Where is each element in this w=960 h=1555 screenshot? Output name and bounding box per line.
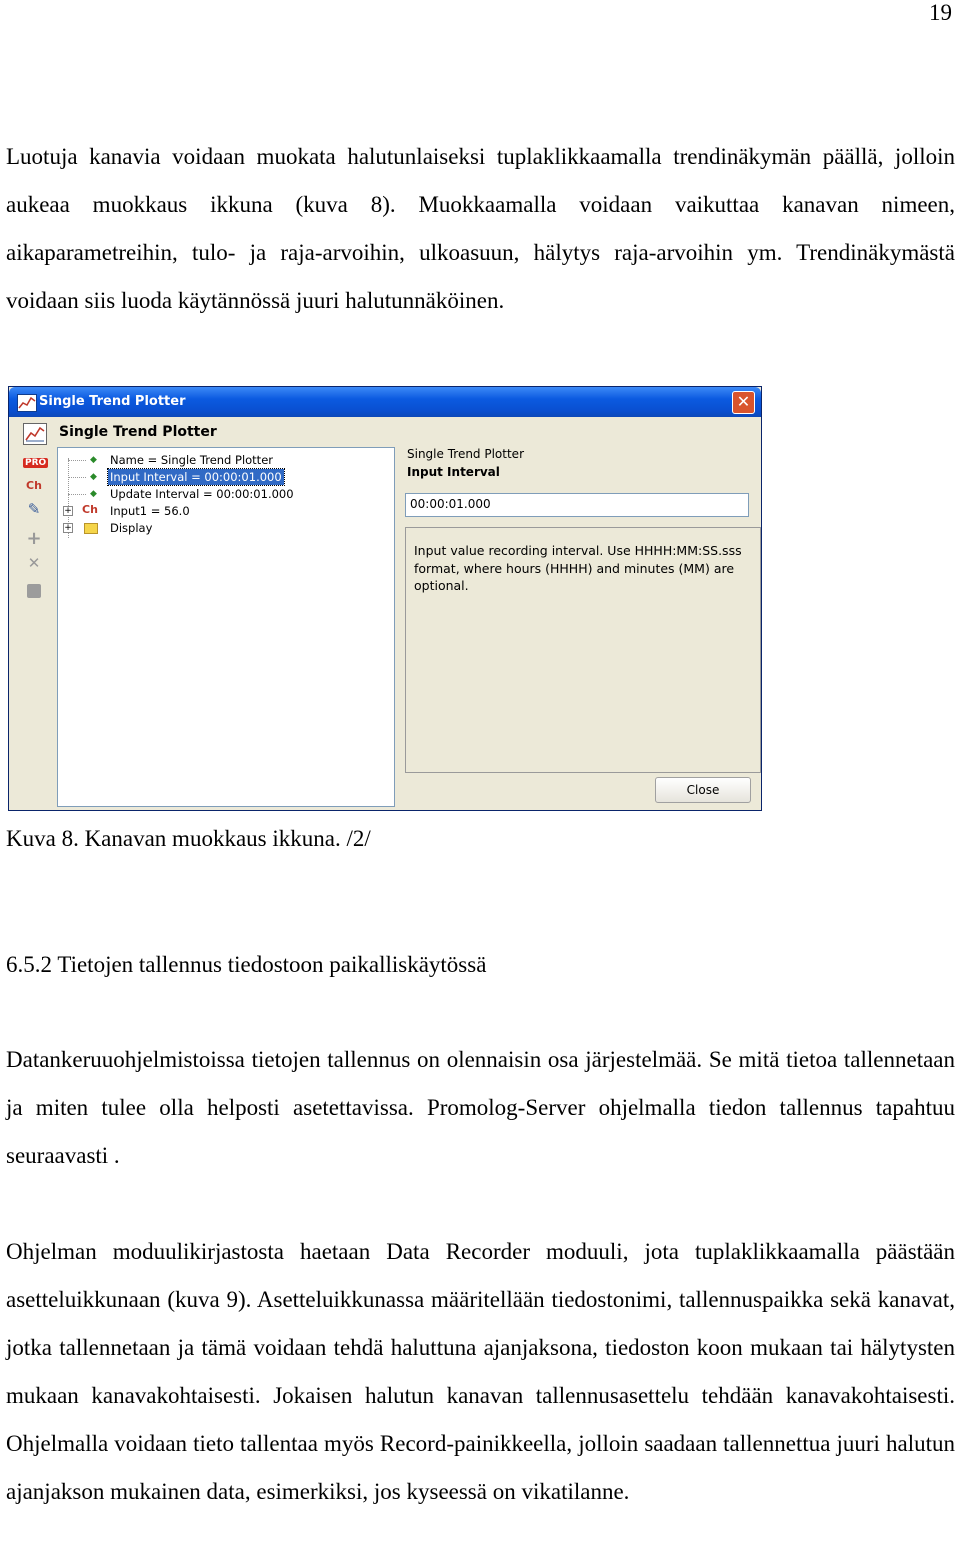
property-icon: ◆ <box>90 472 97 482</box>
pro-label: PRO <box>25 458 47 468</box>
close-button[interactable]: Close <box>655 777 751 803</box>
paragraph-data-collection: Datankeruuohjelmistoissa tietojen tallennus on olennaisin osa järjestelmää. Se mitä tietoa tallennetaan ja miten tulee olla helposti asetettavissa. Promolog-Server ohjelmalla tiedon tallennus tapahtuu seuraavasti . <box>6 1047 955 1168</box>
tree-item-label: Update Interval = 00:00:01.000 <box>110 487 294 501</box>
edit-icon[interactable]: ✎ <box>27 500 41 518</box>
window-title: Single Trend Plotter <box>39 394 186 409</box>
title-bar[interactable] <box>9 387 761 417</box>
property-value-input[interactable]: 00:00:01.000 <box>405 493 749 517</box>
window-close-button[interactable]: ✕ <box>732 391 755 414</box>
property-name-label: Input Interval <box>407 465 500 479</box>
tree-item-label: Input Interval = 00:00:01.000 <box>110 470 282 484</box>
expand-icon[interactable]: + <box>64 523 72 533</box>
help-text: Input value recording interval. Use HHHH:MM:SS.sss format, where hours (HHHH) and minutes (MM) are optional. <box>414 543 742 593</box>
expand-icon[interactable]: + <box>64 506 72 516</box>
property-icon: ◆ <box>90 455 97 465</box>
folder-icon <box>84 523 98 534</box>
channel-icon[interactable]: Ch <box>26 479 42 492</box>
delete-icon[interactable]: ✕ <box>27 554 41 572</box>
single-trend-plotter-window <box>8 386 762 811</box>
header-title: Single Trend Plotter <box>59 424 217 440</box>
tree-item-label: Input1 = 56.0 <box>110 504 190 518</box>
section-heading: 6.5.2 Tietojen tallennus tiedostoon paikalliskäytössä <box>6 952 487 977</box>
property-tree[interactable] <box>57 447 395 807</box>
property-icon: ◆ <box>90 489 97 499</box>
tree-item-label: Name = Single Trend Plotter <box>110 453 273 467</box>
add-icon[interactable]: + <box>26 528 42 549</box>
paragraph-intro: Luotuja kanavia voidaan muokata halutunlaiseksi tuplaklikkaamalla trendinäkymän päällä, jolloin aukeaa muokkaus ikkuna (kuva 8). Muokkaamalla voidaan vaikuttaa kanavan nimeen, aikaparametreihin, tulo- ja raja-arvoihin, ulkoasuun, hälytys raja-arvoihin ym. Trendinäkymästä voidaan siis luoda käytännössä juuri halutunnäköinen. <box>6 144 955 313</box>
object-name-label: Single Trend Plotter <box>407 447 524 461</box>
figure-caption: Kuva 8. Kanavan muokkaus ikkuna. /2/ <box>6 826 371 851</box>
help-box <box>405 527 761 773</box>
app-icon <box>17 394 37 412</box>
stop-icon[interactable] <box>23 581 45 601</box>
trend-plotter-icon <box>23 423 47 445</box>
channel-icon: Ch <box>82 503 98 516</box>
pro-icon[interactable] <box>23 453 45 473</box>
page-number: 19 <box>929 0 952 25</box>
tree-item-label: Display <box>110 521 153 535</box>
paragraph-data-recorder: Ohjelman moduulikirjastosta haetaan Data Recorder moduuli, jota tuplaklikkaamalla päästään asetteluikkunaan (kuva 9). Asetteluikkunassa määritellään tiedostonimi, tallennuspaikka sekä kanavat, jotka tallennetaan ja tämä voidaan tehdä haluttuna ajanjaksona, tiedoston koon mukaan tai hälytysten mukaan kanavakohtaisesti. Jokaisen halutun kanavan tallennusasettelu tehdään kanavakohtaisesti. Ohjelmalla voidaan tieto tallentaa myös Record-painikkeella, jolloin saadaan tallennettua juuri halutun ajanjakson mukainen data, esimerkiksi, jos kyseessä on vikatilanne. <box>6 1239 955 1504</box>
